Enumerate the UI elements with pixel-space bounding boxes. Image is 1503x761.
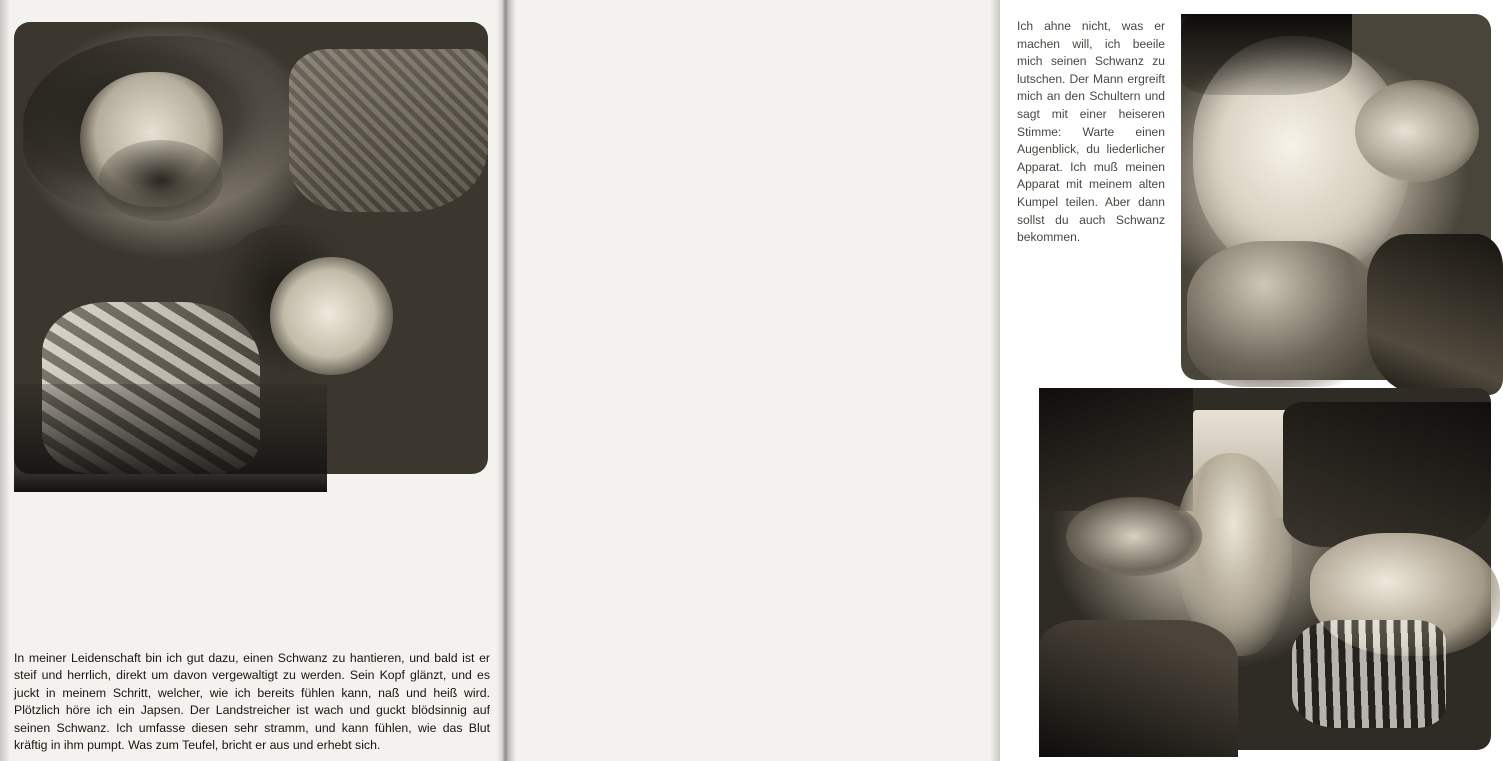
photo-left-top (14, 22, 488, 474)
photo-right-top (1181, 14, 1491, 380)
photo-region-top-shadow (1181, 14, 1352, 95)
photo-region-plaid-upper (289, 49, 488, 212)
photo-region-dark-right (1283, 402, 1491, 547)
photo-region-midtone (1355, 80, 1479, 182)
photo-region-second-figure (1066, 497, 1202, 577)
right-page-column-text: Ich ahne nicht, was er machen will, ich beeile mich seinen Schwanz zu lutschen. Der Mann ergreift mich an den Schultern und sagt mit einer heiseren Stimme: Warte einen Augenblick, du liederlicher Apparat. Ich muß meinen Apparat mit meinem alten Kumpel teilen. Aber dann sollst du auch Schwanz bekommen. (1017, 19, 1165, 245)
photo-right-bottom (1039, 388, 1491, 750)
left-page (0, 0, 505, 761)
photo-region-dark-corner (1367, 234, 1503, 395)
photo-region-beard (99, 140, 222, 221)
left-page-body-text: In meiner Leidenschaft bin ich gut dazu, einen Schwanz zu hantieren, und bald ist er steif und herrlich, direkt um davon vergewaltigt zu werden. Sein Kopf glänzt, und es juckt in meinem Schritt, welcher, wie ich bereits fühlen kann, naß und heiß wird. Plötzlich höre ich ein Japsen. Der Landstreicher ist wach und guckt blödsinnig auf seinen Schwanz. Ich umfasse diesen sehr stramm, und kann fühlen, wie das Blut kräftig in ihm pumpt. Was zum Teufel, bricht er aus und erhebt sich. (14, 651, 490, 753)
right-page (505, 0, 1165, 761)
photo-region-hand (270, 257, 393, 375)
photo-region-dark-left (1039, 388, 1193, 511)
photo-region-dark-base (14, 384, 327, 492)
photo-region-striped-fabric (1292, 620, 1446, 729)
photo-region-lower-form (1187, 241, 1379, 387)
photo-region-foreground-shadow (1039, 620, 1238, 758)
